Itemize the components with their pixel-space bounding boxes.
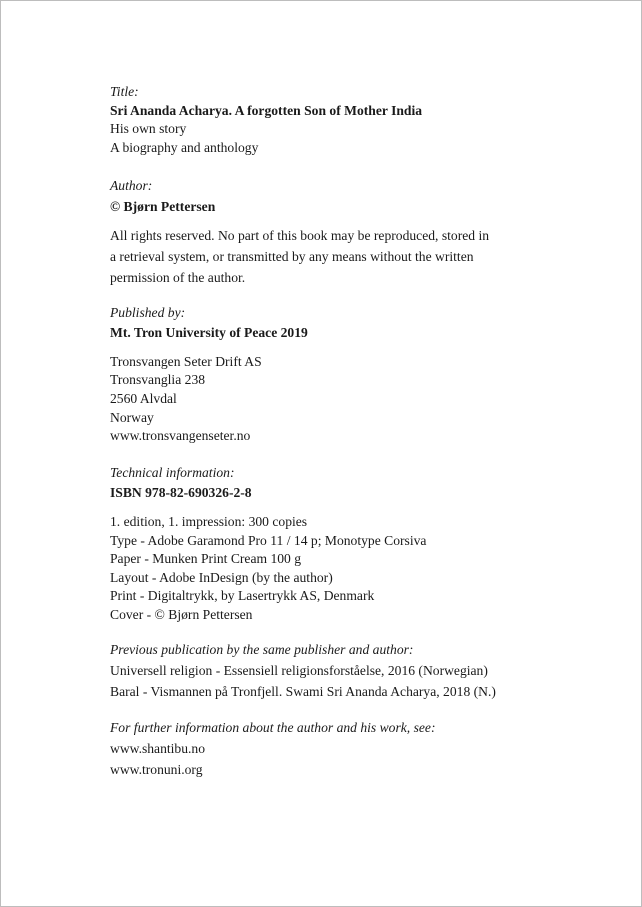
rights-line: permission of the author. xyxy=(110,269,246,285)
book-subtitle: His own story xyxy=(110,121,187,137)
edition-line: 1. edition, 1. impression: 300 copies xyxy=(110,513,308,529)
paper-line: Paper - Munken Print Cream 100 g xyxy=(110,551,302,567)
previous-label: Previous publication by the same publisher and author: xyxy=(110,642,414,658)
technical-section xyxy=(110,464,580,625)
publisher-label: Published by: xyxy=(110,304,186,320)
title-section xyxy=(110,83,580,157)
book-title: Sri Ananda Acharya. A forgotten Son of Mother India xyxy=(110,102,423,118)
isbn: ISBN 978-82-690326-2-8 xyxy=(110,485,252,501)
publication-item: Universell religion - Essensiell religionsforståelse, 2016 (Norwegian) xyxy=(110,663,488,679)
publisher-address xyxy=(110,353,580,446)
rights-statement xyxy=(110,225,580,288)
website-list xyxy=(110,738,580,780)
address-line: 2560 Alvdal xyxy=(110,390,177,406)
print-line: Print - Digitaltrykk, by Lasertrykk AS, Denmark xyxy=(110,588,375,604)
title-label: Title: xyxy=(110,84,139,99)
cover-line: Cover - © Bjørn Pettersen xyxy=(110,606,253,622)
publisher-section xyxy=(110,304,580,446)
publisher-website: www.tronsvangenseter.no xyxy=(110,428,251,444)
technical-details xyxy=(110,513,580,625)
publisher-name: Mt. Tron University of Peace 2019 xyxy=(110,325,308,341)
author-section xyxy=(110,177,580,287)
book-subtitle-2: A biography and anthology xyxy=(110,139,259,155)
author-label: Author: xyxy=(110,178,153,194)
address-line: Tronsvanglia 238 xyxy=(110,372,206,388)
publication-item: Baral - Vismannen på Tronfjell. Swami Sri Ananda Acharya, 2018 (N.) xyxy=(110,684,496,700)
colophon xyxy=(110,83,580,780)
address-line: Tronsvangen Seter Drift AS xyxy=(110,353,262,369)
address-line: Norway xyxy=(110,409,154,425)
previous-publications-section xyxy=(110,641,580,702)
website-link[interactable]: www.shantibu.no xyxy=(110,740,206,756)
rights-line: a retrieval system, or transmitted by any means without the written xyxy=(110,248,474,264)
layout-line: Layout - Adobe InDesign (by the author) xyxy=(110,569,333,585)
further-info-section xyxy=(110,719,580,780)
technical-label: Technical information: xyxy=(110,464,235,480)
author-name: © Bjørn Pettersen xyxy=(110,198,216,214)
previous-publications-list xyxy=(110,660,580,702)
further-label: For further information about the author and his work, see: xyxy=(110,720,436,736)
rights-line: All rights reserved. No part of this book may be reproduced, stored in xyxy=(110,227,490,243)
type-line: Type - Adobe Garamond Pro 11 / 14 p; Monotype Corsiva xyxy=(110,532,427,548)
website-link[interactable]: www.tronuni.org xyxy=(110,761,203,777)
